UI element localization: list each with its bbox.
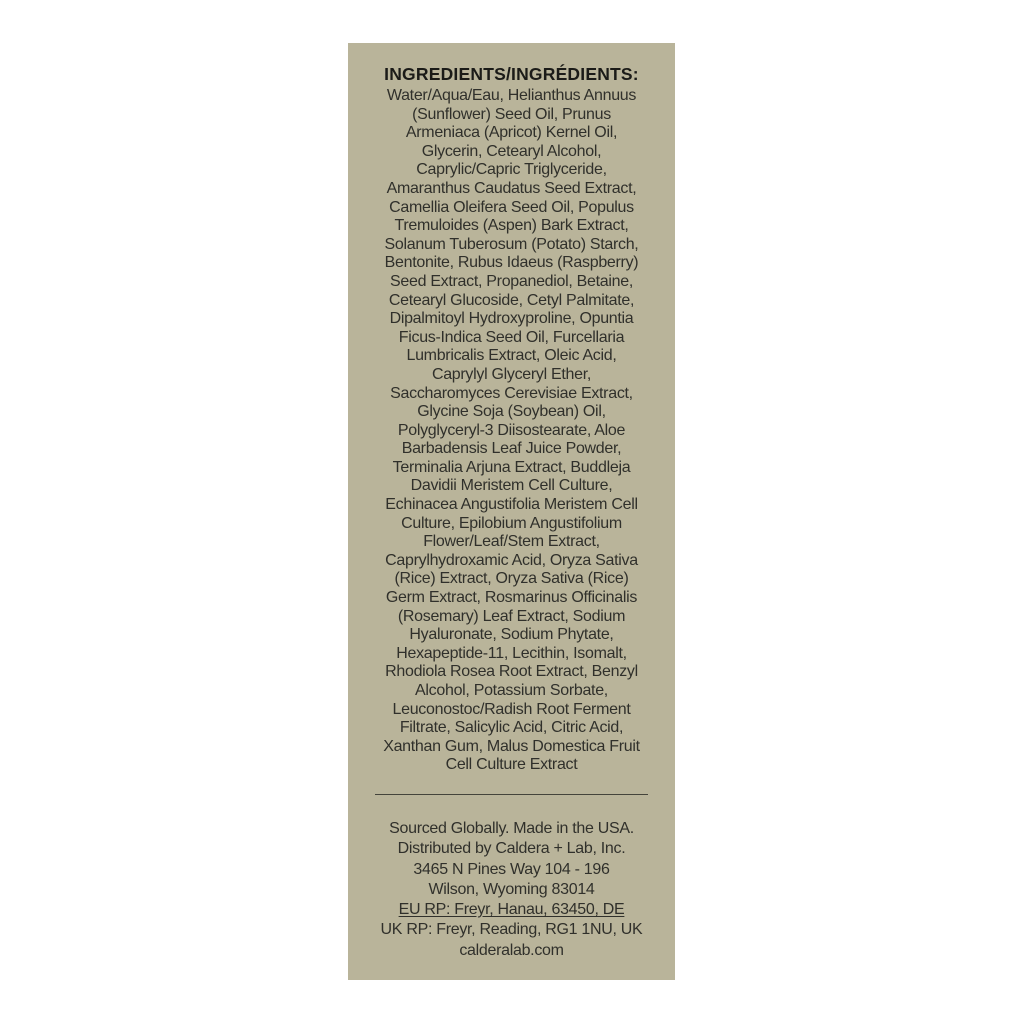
ingredient-line: Hyaluronate, Sodium Phytate, bbox=[409, 626, 614, 644]
ingredient-line: Flower/Leaf/Stem Extract, bbox=[423, 533, 600, 551]
divider-line bbox=[375, 794, 648, 795]
footer-line: calderalab.com bbox=[459, 941, 564, 959]
product-label-panel bbox=[348, 43, 675, 980]
ingredient-line: Germ Extract, Rosmarinus Officinalis bbox=[385, 589, 638, 607]
ingredient-line: Dipalmitoyl Hydroxyproline, Opuntia bbox=[389, 310, 634, 328]
footer-line: Distributed by Caldera + Lab, Inc. bbox=[397, 840, 626, 858]
ingredient-line: Lumbricalis Extract, Oleic Acid, bbox=[406, 347, 617, 365]
ingredient-line: Polyglyceryl-3 Diisostearate, Aloe bbox=[397, 421, 626, 439]
ingredient-line: Echinacea Angustifolia Meristem Cell bbox=[385, 496, 638, 514]
ingredient-line: Culture, Epilobium Angustifolium bbox=[401, 514, 622, 532]
ingredient-line: (Sunflower) Seed Oil, Prunus bbox=[412, 105, 611, 123]
ingredient-line: Caprylyl Glyceryl Ether, bbox=[431, 365, 592, 383]
ingredient-line: (Rosemary) Leaf Extract, Sodium bbox=[397, 607, 626, 625]
ingredient-line: Glycerin, Cetearyl Alcohol, bbox=[421, 142, 602, 160]
ingredient-line: Hexapeptide-11, Lecithin, Isomalt, bbox=[396, 644, 627, 662]
footer-line: UK RP: Freyr, Reading, RG1 1NU, UK bbox=[380, 921, 643, 939]
footer-line: EU RP: Freyr, Hanau, 63450, DE bbox=[398, 901, 625, 919]
ingredient-line: Caprylhydroxamic Acid, Oryza Sativa bbox=[385, 551, 638, 569]
ingredient-line: Tremuloides (Aspen) Bark Extract, bbox=[394, 217, 629, 235]
footer-line: Sourced Globally. Made in the USA. bbox=[389, 819, 634, 837]
ingredient-line: Caprylic/Capric Triglyceride, bbox=[416, 161, 607, 179]
ingredient-line: Terminalia Arjuna Extract, Buddleja bbox=[392, 458, 631, 476]
ingredient-line: Rhodiola Rosea Root Extract, Benzyl bbox=[385, 663, 638, 681]
ingredient-line: Davidii Meristem Cell Culture, bbox=[410, 477, 613, 495]
ingredient-line: Leuconostoc/Radish Root Ferment bbox=[392, 700, 631, 718]
ingredient-line: Cetearyl Glucoside, Cetyl Palmitate, bbox=[388, 291, 635, 309]
ingredient-line: (Rice) Extract, Oryza Sativa (Rice) bbox=[394, 570, 629, 588]
ingredient-line: Seed Extract, Propanediol, Betaine, bbox=[390, 272, 633, 290]
ingredients-title: INGREDIENTS/INGRÉDIENTS: bbox=[384, 64, 639, 84]
ingredient-line: Amaranthus Caudatus Seed Extract, bbox=[386, 179, 637, 197]
ingredient-line: Water/Aqua/Eau, Helianthus Annuus bbox=[386, 87, 637, 104]
ingredients-list bbox=[348, 87, 675, 775]
footer-line: Wilson, Wyoming 83014 bbox=[428, 880, 595, 898]
ingredient-line: Cell Culture Extract bbox=[445, 756, 578, 774]
ingredient-line: Armeniaca (Apricot) Kernel Oil, bbox=[405, 124, 618, 142]
ingredient-line: Alcohol, Potassium Sorbate, bbox=[415, 682, 608, 699]
ingredient-line: Xanthan Gum, Malus Domestica Fruit bbox=[383, 737, 640, 755]
footer-info bbox=[348, 819, 675, 961]
ingredient-line: Bentonite, Rubus Idaeus (Raspberry) bbox=[384, 254, 639, 272]
ingredient-line: Saccharomyces Cerevisiae Extract, bbox=[390, 384, 633, 402]
ingredient-line: Ficus-Indica Seed Oil, Furcellaria bbox=[398, 328, 625, 346]
ingredient-line: Glycine Soja (Soybean) Oil, bbox=[417, 403, 606, 421]
ingredient-line: Filtrate, Salicylic Acid, Citric Acid, bbox=[399, 719, 624, 737]
footer-line: 3465 N Pines Way 104 - 196 bbox=[413, 860, 610, 878]
ingredient-line: Solanum Tuberosum (Potato) Starch, bbox=[384, 235, 639, 253]
ingredient-line: Camellia Oleifera Seed Oil, Populus bbox=[389, 198, 634, 216]
ingredient-line: Barbadensis Leaf Juice Powder, bbox=[401, 440, 622, 458]
